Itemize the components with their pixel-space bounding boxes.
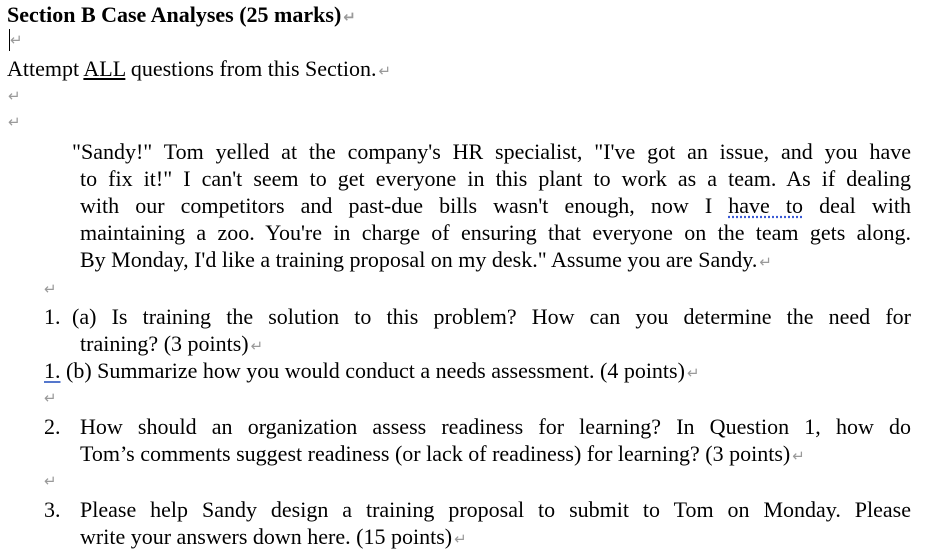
question-3-number: 3. <box>44 497 61 522</box>
question-3-line-1: Please help Sandy design a training proposal to submit to Tom on Monday. Please <box>80 497 911 522</box>
case-line-2: to fix it!" I can't seem to get everyone in this plant to work as a team. As if dealing <box>80 166 911 191</box>
case-line-5: By Monday, I'd like a training proposal on my desk." Assume you are Sandy. ↵ <box>80 247 772 272</box>
question-1b: 1. (b) Summarize how you would conduct a needs assessment. (4 points) ↵ <box>44 358 700 383</box>
grammar-flag[interactable]: have to <box>728 193 804 218</box>
paragraph-mark-icon: ↵ <box>8 87 21 105</box>
question-3-line-2: write your answers down here. (15 points) ↵ <box>80 524 467 549</box>
paragraph-mark-icon: ↵ <box>10 31 23 49</box>
question-1b-number: 1. <box>44 358 61 383</box>
question-2-line-2: Tom’s comments suggest readiness (or lack of readiness) for learning? (3 points) ↵ <box>80 441 805 466</box>
paragraph-mark-icon: ↵ <box>8 113 21 131</box>
paragraph-mark-icon: ↵ <box>686 364 700 382</box>
instruction-text: Attempt ALL questions from this Section. ↵ <box>7 56 392 81</box>
question-1a-number: 1. <box>44 304 61 329</box>
case-line-3: with our competitors and past-due bills wasn't enough, now I have to deal with <box>80 193 911 218</box>
question-1a-line-1: (a) Is training the solution to this problem? How can you determine the need for <box>72 304 911 329</box>
case-line-1: "Sandy!" Tom yelled at the company's HR specialist, "I've got an issue, and you have <box>72 139 911 164</box>
paragraph-mark-icon: ↵ <box>378 62 392 80</box>
paragraph-mark-icon: ↵ <box>759 253 772 271</box>
question-2-line-1: How should an organization assess readiness for learning? In Question 1, how do <box>80 414 911 439</box>
case-line-4: maintaining a zoo. You're in charge of ensuring that everyone on the team gets along. <box>80 220 911 245</box>
paragraph-mark-icon: ↵ <box>250 337 264 355</box>
question-1a-line-2: training? (3 points) ↵ <box>80 331 264 356</box>
paragraph-mark-icon: ↵ <box>454 530 467 548</box>
paragraph-mark-icon: ↵ <box>44 472 57 490</box>
section-heading: Section B Case Analyses (25 marks) ↵ <box>7 2 356 27</box>
paragraph-mark-icon: ↵ <box>44 280 57 298</box>
paragraph-mark-icon: ↵ <box>343 8 356 26</box>
question-2-number: 2. <box>44 414 61 439</box>
paragraph-mark-icon: ↵ <box>44 389 57 407</box>
paragraph-mark-icon: ↵ <box>792 447 805 465</box>
